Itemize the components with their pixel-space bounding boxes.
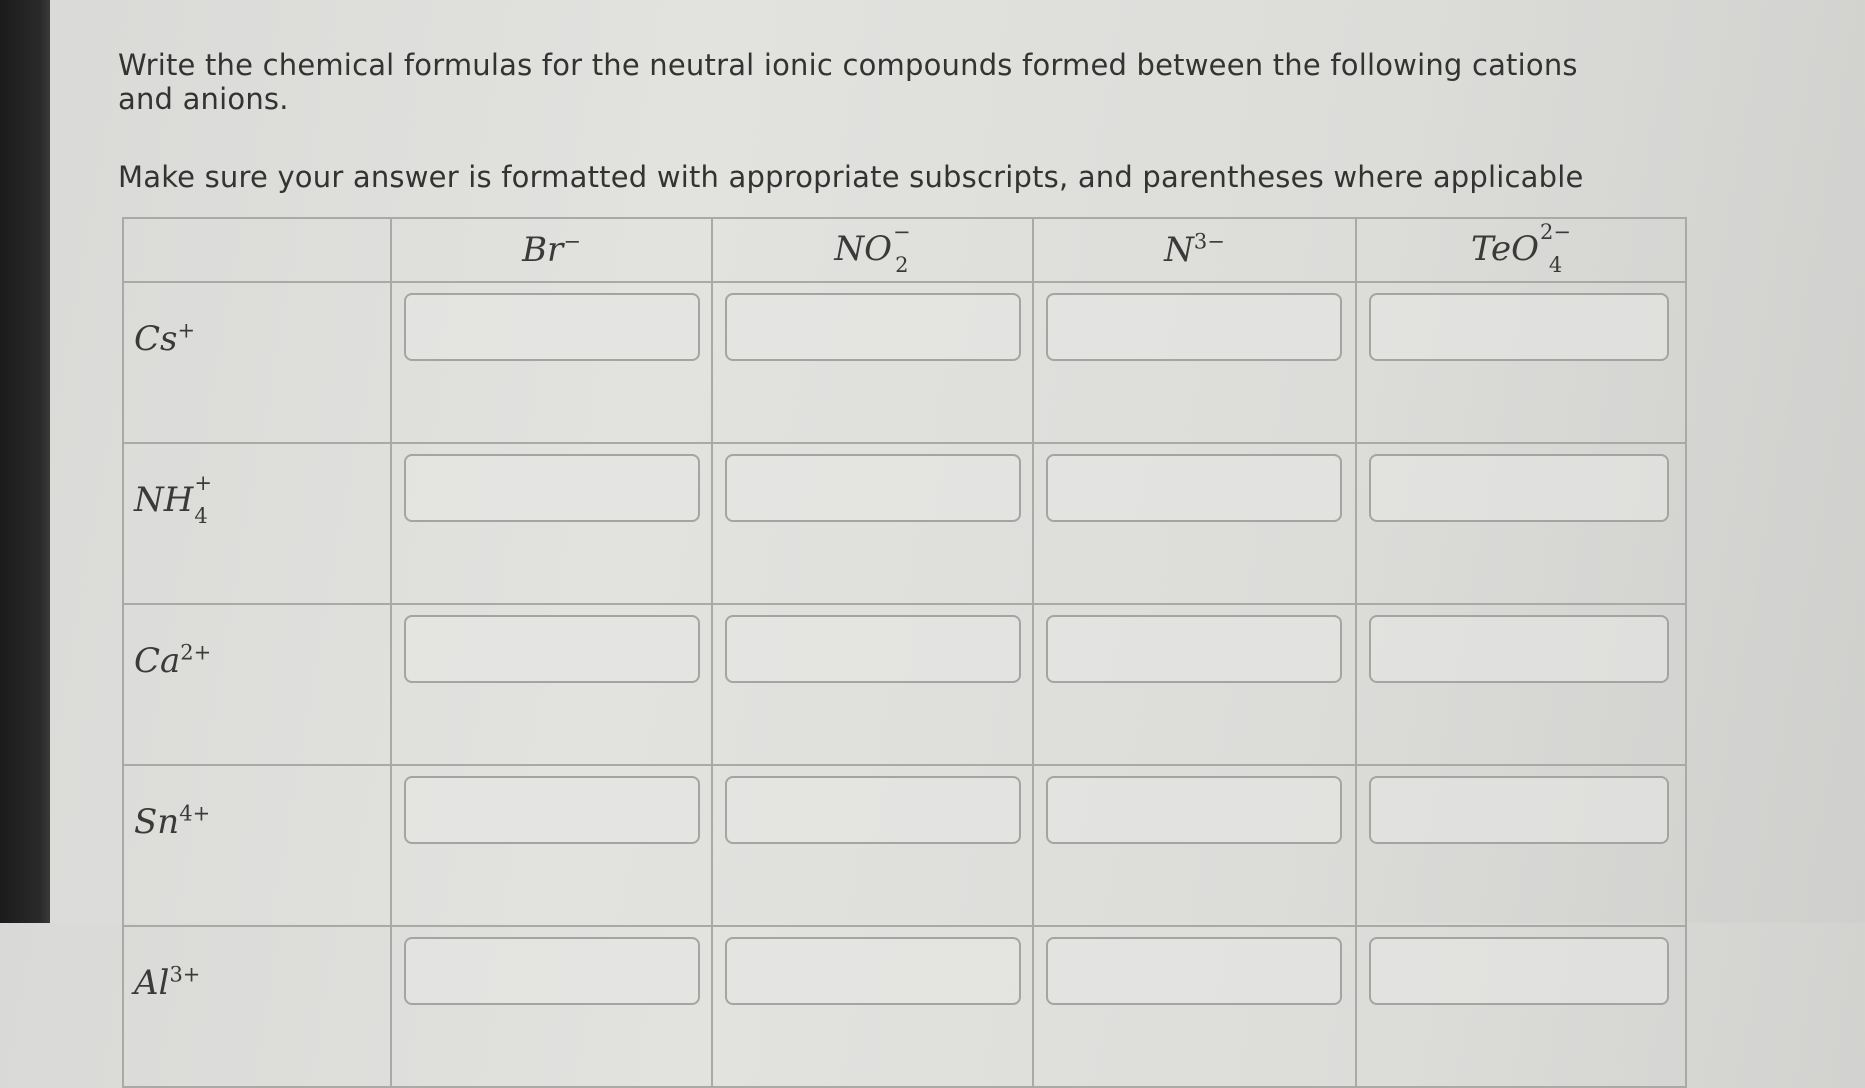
cation-label-cesium: Cs+ [134, 319, 196, 360]
answer-input-sn-br[interactable] [404, 776, 700, 844]
answer-input-al-teo4[interactable] [1369, 937, 1669, 1005]
answer-input-al-no2[interactable] [725, 937, 1021, 1005]
answer-input-al-br[interactable] [404, 937, 700, 1005]
cation-header [123, 926, 391, 1087]
answer-cell [391, 765, 712, 926]
answer-cell [1033, 765, 1356, 926]
anion-header [391, 218, 712, 282]
answer-input-nh4-no2[interactable] [725, 454, 1021, 522]
answer-cell [1033, 926, 1356, 1087]
answer-table [122, 217, 1687, 1088]
answer-cell [712, 765, 1033, 926]
answer-cell [712, 604, 1033, 765]
answer-cell [712, 282, 1033, 443]
anion-header-row [123, 218, 1686, 282]
answer-input-cs-no2[interactable] [725, 293, 1021, 361]
table-row [123, 604, 1686, 765]
answer-cell [712, 443, 1033, 604]
answer-cell [1033, 443, 1356, 604]
answer-cell [1356, 282, 1686, 443]
table-row [123, 282, 1686, 443]
answer-cell [391, 443, 712, 604]
cation-header [123, 282, 391, 443]
table-row [123, 926, 1686, 1087]
anion-header [1356, 218, 1686, 282]
monitor-bezel [0, 0, 50, 923]
anion-label-nitrite: NO − 2 [834, 219, 911, 277]
cation-header [123, 765, 391, 926]
answer-input-sn-n[interactable] [1046, 776, 1342, 844]
answer-input-al-n[interactable] [1046, 937, 1342, 1005]
answer-input-nh4-n[interactable] [1046, 454, 1342, 522]
answer-input-nh4-teo4[interactable] [1369, 454, 1669, 522]
cation-label-calcium: $Ca^{2+}$ [134, 641, 212, 682]
answer-input-cs-teo4[interactable] [1369, 293, 1669, 361]
table-row [123, 765, 1686, 926]
anion-header [1033, 218, 1356, 282]
answer-input-ca-br[interactable] [404, 615, 700, 683]
answer-cell [1356, 765, 1686, 926]
cation-label-aluminum: $Al^{3+}$ [134, 963, 201, 1004]
answer-cell [391, 604, 712, 765]
answer-cell [1033, 282, 1356, 443]
answer-cell [1033, 604, 1356, 765]
answer-input-cs-br[interactable] [404, 293, 700, 361]
answer-input-ca-no2[interactable] [725, 615, 1021, 683]
answer-cell [1356, 443, 1686, 604]
answer-input-nh4-br[interactable] [404, 454, 700, 522]
ionic-compound-grid [122, 217, 1687, 1088]
cation-header [123, 443, 391, 604]
anion-label-tellurate: TeO 2− 4 [1470, 219, 1571, 277]
answer-input-sn-teo4[interactable] [1369, 776, 1669, 844]
answer-cell [1356, 926, 1686, 1087]
answer-cell [712, 926, 1033, 1087]
answer-input-ca-n[interactable] [1046, 615, 1342, 683]
anion-label-bromide: Br− [522, 229, 581, 271]
cation-header [123, 604, 391, 765]
cation-label-tin: $Sn^{4+}$ [134, 802, 211, 843]
anion-header [712, 218, 1033, 282]
anion-label-nitride: $N^{3-}$ [1164, 229, 1225, 271]
question-prompt [118, 48, 1818, 194]
corner-cell [123, 218, 391, 282]
cation-label-ammonium: NH + 4 [134, 471, 213, 528]
answer-input-ca-teo4[interactable] [1369, 615, 1669, 683]
table-row [123, 443, 1686, 604]
answer-cell [391, 926, 712, 1087]
instruction-text: Write the chemical formulas for the neutral ionic compounds formed between the following cations and anions. [118, 48, 1578, 116]
formatting-instruction: Make sure your answer is formatted with appropriate subscripts, and parentheses where applicable [118, 160, 1584, 194]
answer-cell [1356, 604, 1686, 765]
answer-input-cs-n[interactable] [1046, 293, 1342, 361]
answer-cell [391, 282, 712, 443]
answer-input-sn-no2[interactable] [725, 776, 1021, 844]
